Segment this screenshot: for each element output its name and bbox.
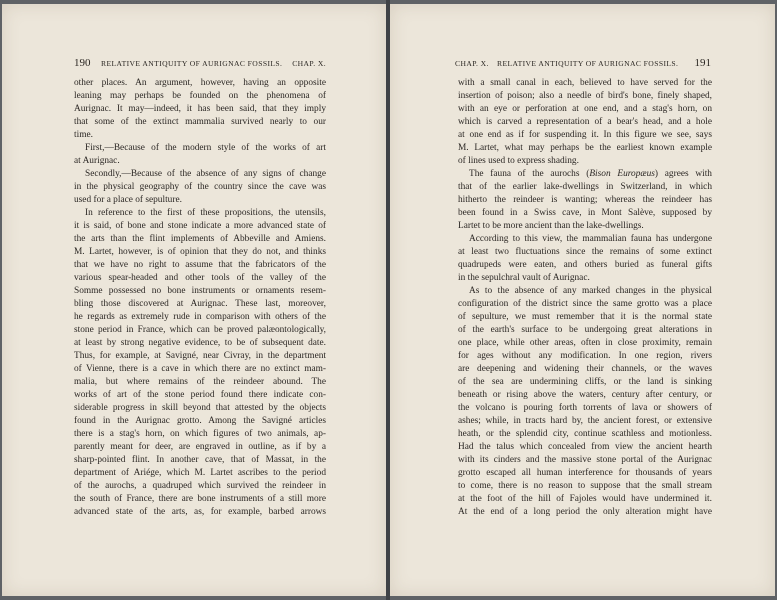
text-line: of the aurochs, a quadruped which survived the reindeer in (74, 481, 326, 491)
text-line: M. Lartet, what may perhaps be the earliest known example (458, 143, 712, 153)
text-line: which is carved a representation of a bear's head, and a hole (458, 117, 712, 127)
species-name: Bison Europæus (589, 169, 655, 179)
text-line: works of art of the stone period found there indicate con- (74, 390, 326, 400)
text-line: are deepening and widening their channels, or the waves (458, 364, 712, 374)
text-line: at one end as if for suspending it. In this figure we see, says (458, 130, 712, 140)
text-line: Had the talus which concealed from view the ancient hearth (458, 442, 712, 452)
text-line: of Vienne, there is a cave in which there are no extinct mam- (74, 364, 326, 374)
text-line: bling those discovered at Aurignac. These last, moreover, (74, 299, 326, 309)
text-line: Thus, for example, at Savigné, near Civray, in the department (74, 351, 326, 361)
text-line: various spear-headed and other tools of the valley of the (74, 273, 326, 283)
text-line: beneath or rising above the waters, century after century, or (458, 390, 712, 400)
text-line: According to this view, the mammalian fauna has undergone (469, 234, 712, 244)
text-line: in the physical geography of the country since the cave was (74, 182, 326, 192)
text-line: grotto escaped all human interference for thousands of years (458, 468, 712, 478)
text-line: used for a place of sepulture. (74, 195, 182, 205)
text-line: one place, while other areas, often in close proximity, remain (458, 338, 712, 348)
text-line: advanced state of the arts, as, for example, barbed arrows (74, 507, 326, 517)
text-line: As to the absence of any marked changes in the physical (469, 286, 712, 296)
text-line: found in the Aurignac grotto. Among the Savigné articles (74, 416, 326, 426)
text-line: parently meant for deer, are engraved in outline, as if by a (74, 442, 326, 452)
text-line: that we have no right to assume that the fabricators of the (74, 260, 326, 270)
text-line: to come, there is no reason to suppose that the small stream (458, 481, 712, 491)
text-line: the south of France, there are bone instruments of a still more (74, 494, 326, 504)
right-page-header (455, 59, 711, 71)
text-line: insertion of poison; also a needle of bird's bone, finely shaped, (458, 91, 712, 101)
text-line: at Aurignac. (74, 156, 120, 166)
right-page (390, 4, 775, 596)
text-line: configuration of the district since the same grotto was a place (458, 299, 712, 309)
text-line: with its cinders and the massive stone portal of the Aurignac (458, 455, 712, 465)
text-line: for ages without any modification. In one region, rivers (458, 351, 712, 361)
left-page (2, 4, 386, 596)
text-line: with a small canal in each, believed to have served for the (458, 78, 712, 88)
text-line: of the sea are undermining cliffs, or the land is sinking (458, 377, 712, 387)
text-line: Somme possessed no bone instruments or ornaments resem- (74, 286, 326, 296)
text-line: First,—Because of the modern style of the works of art (85, 143, 326, 153)
text-line: Aurignac. It may—indeed, it has been said, that they imply (74, 104, 326, 114)
text-line: that of the earlier lake-dwellings in Switzerland, in which (458, 182, 712, 192)
text-line: Secondly,—Because of the absence of any signs of change (85, 169, 326, 179)
text-line: malia, but where remains of the reindeer abound. The (74, 377, 326, 387)
text-line: other places. An argument, however, having an opposite (74, 78, 326, 88)
text-line: with an eye or perforation at one end, and a stag's horn, on (458, 104, 712, 114)
chapter-label: CHAP. X. (292, 59, 326, 68)
text-line: department of Ariége, which M. Lartet ascribes to the period (74, 468, 326, 478)
text-line: he regards as extremely rude in comparison with others of the (74, 312, 326, 322)
text-line: hitherto the reindeer is wanting; whereas the reindeer has (458, 195, 712, 205)
page-number: 190 (74, 57, 91, 69)
text-line: of sepulture, we must remember that it is the normal state (458, 312, 712, 322)
text-line: heath, or the splendid city, continue scathless and motionless. (458, 429, 712, 439)
text-line: In reference to the first of these propositions, the utensils, (85, 208, 326, 218)
right-page-text (458, 77, 712, 519)
text-line: that some of the extinct mammalia survived nearly to our (74, 117, 326, 127)
chapter-label: CHAP. X. (455, 59, 489, 68)
text-line: of the earth's surface to be undergoing great alterations in (458, 325, 712, 335)
text-line: at the foot of the hill of Fajoles would have undermined it. (458, 494, 712, 504)
text-line: stone period in France, which can be proved palæontologically, (74, 325, 326, 335)
text-line: the arts than the flint implements of Abbeville and Amiens. (74, 234, 326, 244)
running-head: RELATIVE ANTIQUITY OF AURIGNAC FOSSILS. (101, 59, 283, 68)
text-line: at least two fluctuations since the remains of some extinct (458, 247, 712, 257)
text-line: at least by strong negative evidence, to be of subsequent date. (74, 338, 326, 348)
text-line: sharp-pointed flint. In another cave, that of Massat, in the (74, 455, 326, 465)
page-number: 191 (694, 57, 711, 69)
text-line: been found in a Swiss cave, in Mont Salève, supposed by (458, 208, 712, 218)
text-line: there is a stag's horn, on which figures of two animals, ap- (74, 429, 326, 439)
text-line: quadrupeds were eaten, and others buried as funeral gifts (458, 260, 712, 270)
text-line: leaning may perhaps be founded on the phenomena of (74, 91, 326, 101)
text-line: of lines used to express shading. (458, 156, 579, 166)
text-line: in the sepulchral vault of Aurignac. (458, 273, 590, 283)
text-line: At the end of a long period the only alteration might have (458, 507, 712, 517)
text-line: siderable progress in skill beyond that attested by the objects (74, 403, 326, 413)
running-head: RELATIVE ANTIQUITY OF AURIGNAC FOSSILS. (497, 59, 679, 68)
text-line: it is said, of bone and stone indicate a more advanced state of (74, 221, 326, 231)
left-page-header (74, 59, 326, 71)
text-line: The fauna of the aurochs (Bison Europæus) agrees with (469, 169, 712, 179)
left-page-text (74, 77, 326, 519)
text-line: time. (74, 130, 93, 140)
text-line: Lartet to be more ancient than the lake-dwellings. (458, 221, 644, 231)
text-line: M. Lartet, however, is of opinion that they do not, and thinks (74, 247, 326, 257)
text-line: the volcano is pouring forth torrents of lava or showers of (458, 403, 712, 413)
text-line: ashes; while, in tracts hard by, the ancient forest, or extensive (458, 416, 712, 426)
